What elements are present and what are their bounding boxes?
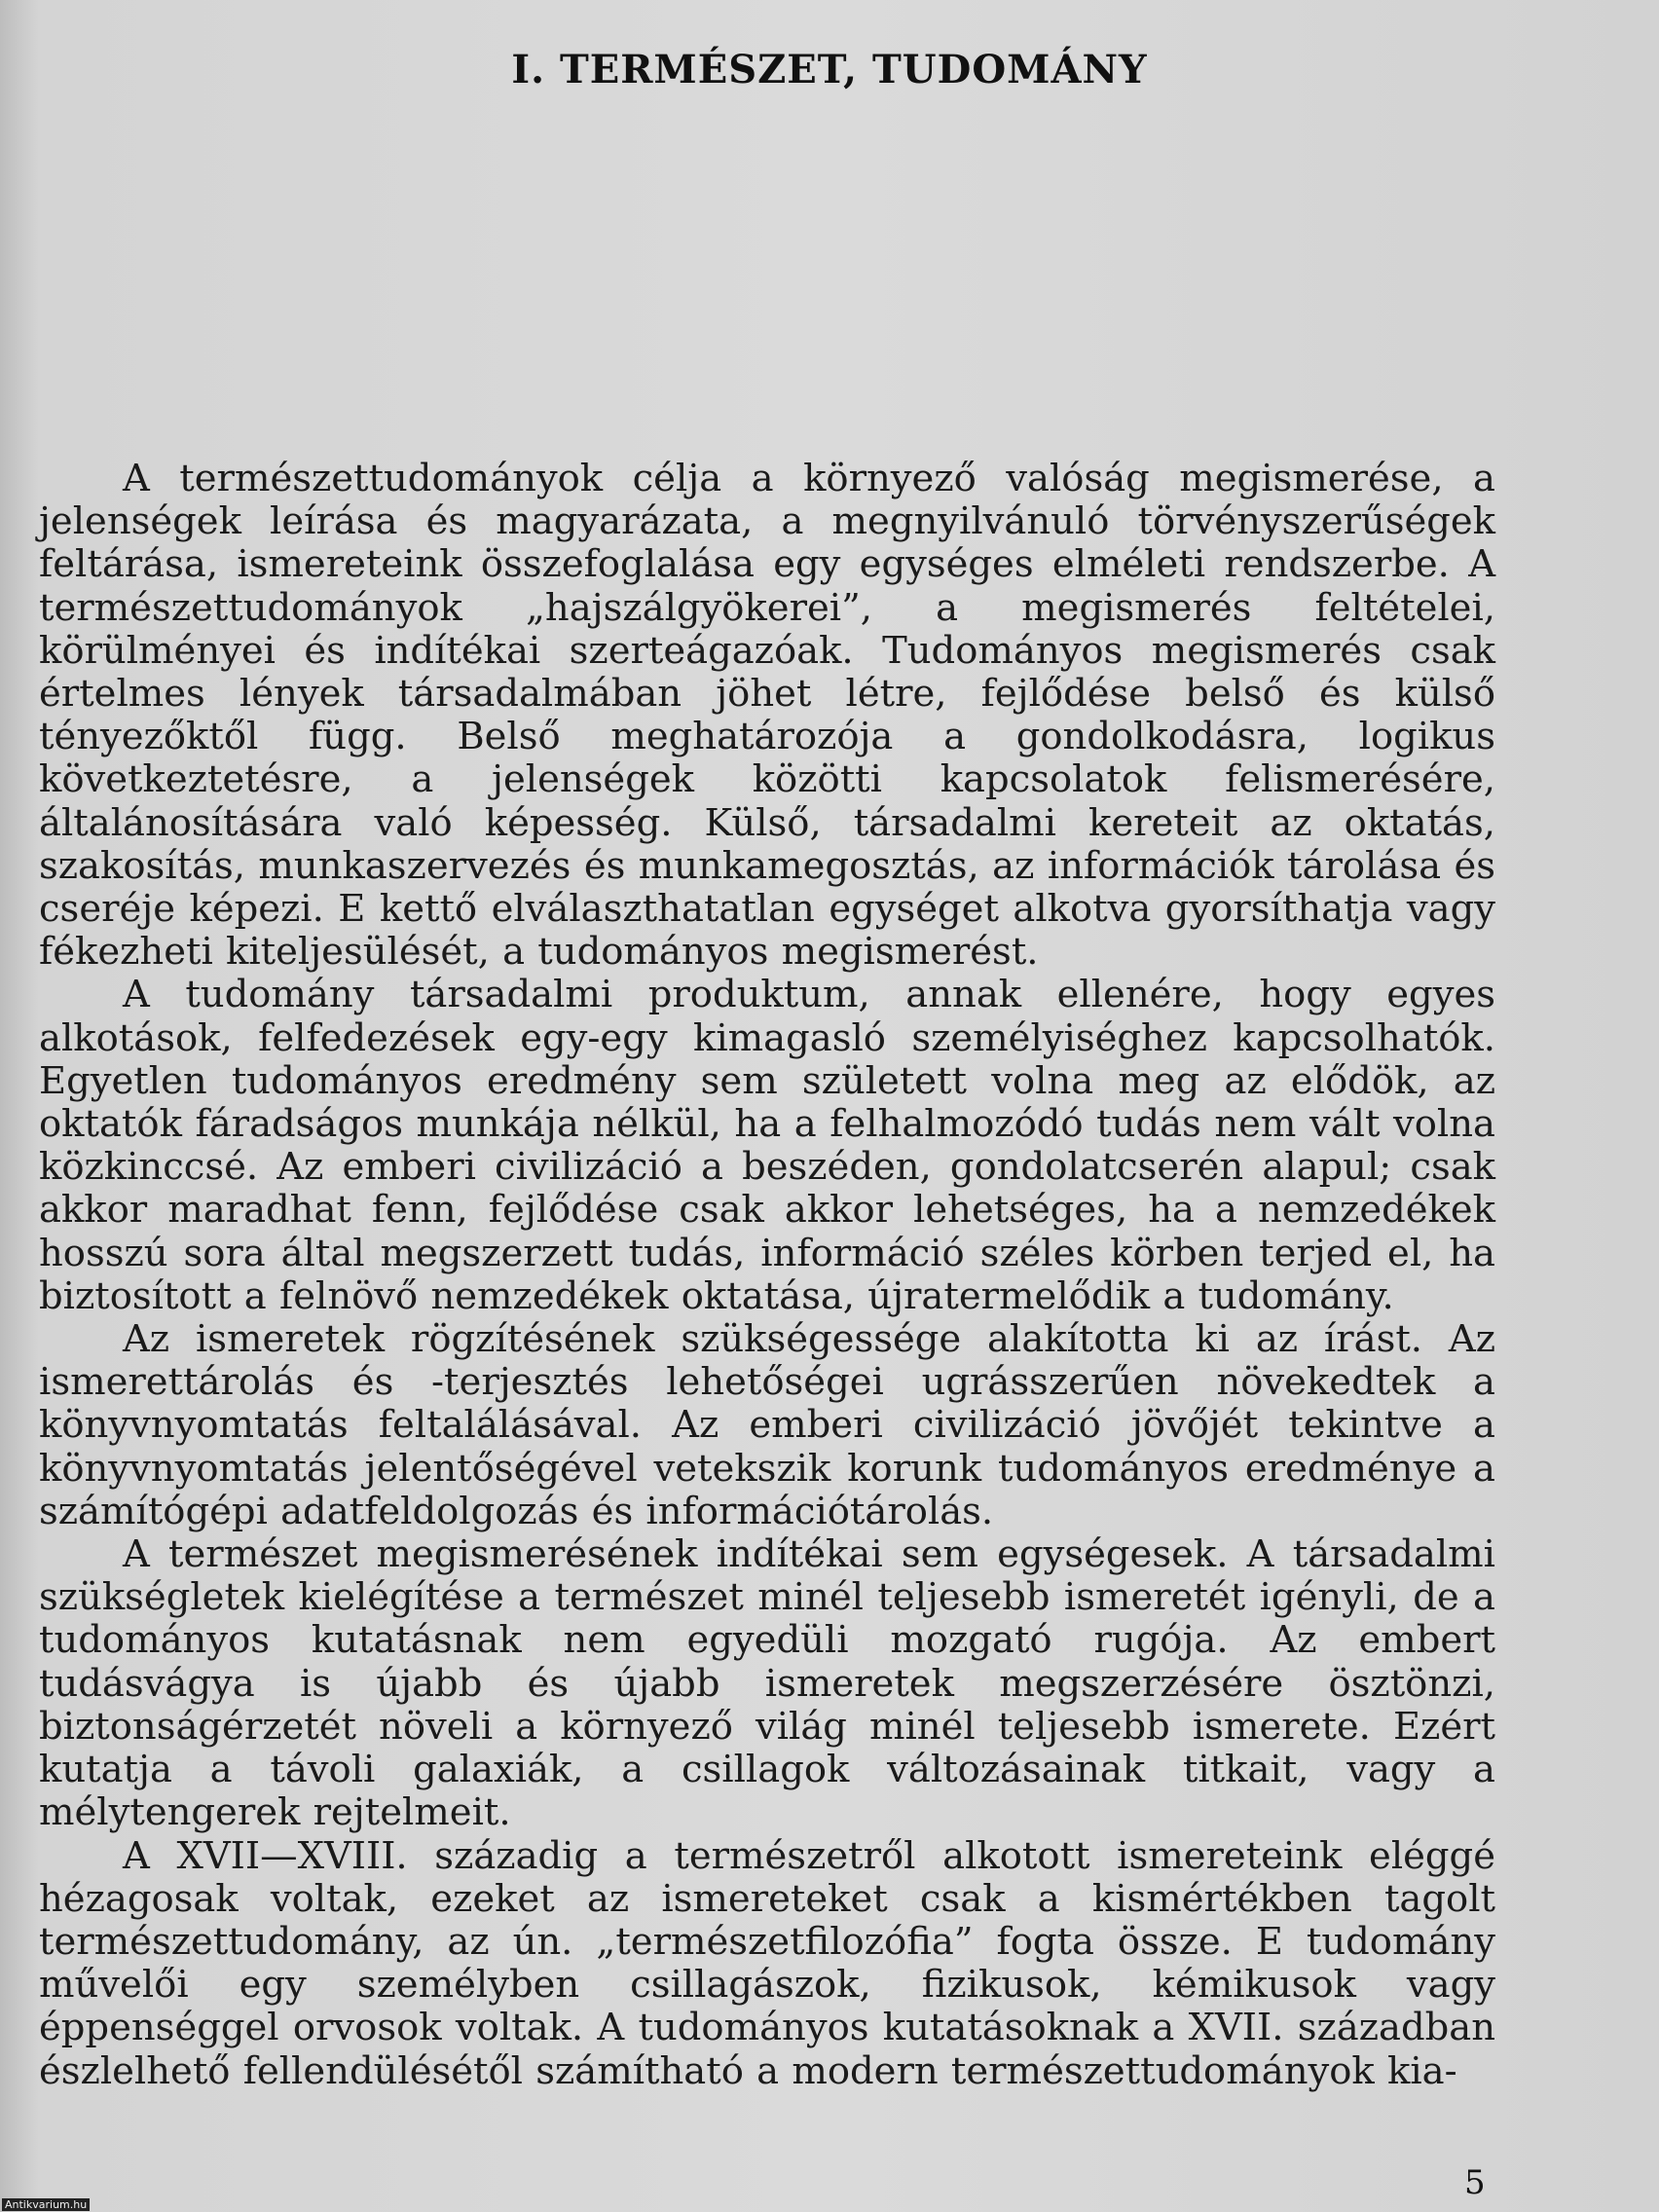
paragraph-1: A természettudományok célja a környező valóság megismerése, a jelenségek leírása és magyarázata, a megnyilvánuló törvényszerűségek feltárása, ismereteink összefoglalása egy egységes elméleti rendszerbe. A természettudományok „hajszálgyökerei”, a megismerés feltételei, körülményei és indítékai szerteágazóak. Tudományos megismerés csak értelmes lények társadalmában jöhet létre, fejlődése belső és külső tényezőktől függ. Belső meghatározója a gondolkodásra, logikus következtetésre, a jelenségek közötti kapcsolatok felismerésére, általánosítására való képesség. Külső, társadalmi kereteit az oktatás, szakosítás, munkaszervezés és munkamegosztás, az információk tárolása és cseréje képezi. E kettő elválaszthatatlan egységet alkotva gyorsíthatja vagy fékezheti kiteljesülését, a tudományos megismerést. (39, 457, 1495, 975)
watermark: Antikvarium.hu (2, 2198, 90, 2211)
paragraph-2: A tudomány társadalmi produktum, annak ellenére, hogy egyes alkotások, felfedezések egy-egy kimagasló személyiséghez kapcsolhatók. Egyetlen tudományos eredmény sem született volna meg az elődök, az oktatók fáradságos munkája nélkül, ha a felhalmozódó tudás nem vált volna közkinccsé. Az emberi civilizáció a beszéden, gondolatcserén alapul; csak akkor maradhat fenn, fejlődése csak akkor lehetséges, ha a nemzedékek hosszú sora által megszerzett tudás, információ széles körben terjed el, ha biztosított a felnövő nemzedékek oktatása, újratermelődik a tudomány. (39, 973, 1495, 1318)
chapter-title: I. TERMÉSZET, TUDOMÁNY (511, 47, 1148, 92)
body-text (39, 458, 1495, 2093)
page-number: 5 (1464, 2163, 1486, 2202)
paragraph-5: A XVII—XVIII. századig a természetről alkotott ismereteink eléggé hézagosak voltak, ezeket az ismereteket csak a kismértékben tagolt természettudomány, az ún. „természetfilozófia” fogta össze. E tudomány művelői egy személyben csillagászok, fizikusok, kémikusok vagy éppenséggel orvosok voltak. A tudományos kutatásoknak a XVII. században észlelhető fellendülésétől számítható a modern természettudományok kia- (39, 1833, 1495, 2093)
paragraph-3: Az ismeretek rögzítésének szükségessége alakította ki az írást. Az ismerettárolás és -terjesztés lehetőségei ugrásszerűen növekedtek a könyvnyomtatás feltalálásával. Az emberi civilizáció jövőjét tekintve a könyvnyomtatás jelentőségével vetekszik korunk tudományos eredménye a számítógépi adatfeldolgozás és információtárolás. (39, 1317, 1495, 1533)
paragraph-4: A természet megismerésének indítékai sem egységesek. A társadalmi szükségletek kielégítése a természet minél teljesebb ismeretét igényli, de a tudományos kutatásnak nem egyedüli mozgató rugója. Az embert tudásvágya is újabb és újabb ismeretek megszerzésére ösztönzi, biztonságérzetét növeli a környező világ minél teljesebb ismerete. Ezért kutatja a távoli galaxiák, a csillagok változásainak titkait, vagy a mélytengerek rejtelmeit. (39, 1532, 1495, 1835)
